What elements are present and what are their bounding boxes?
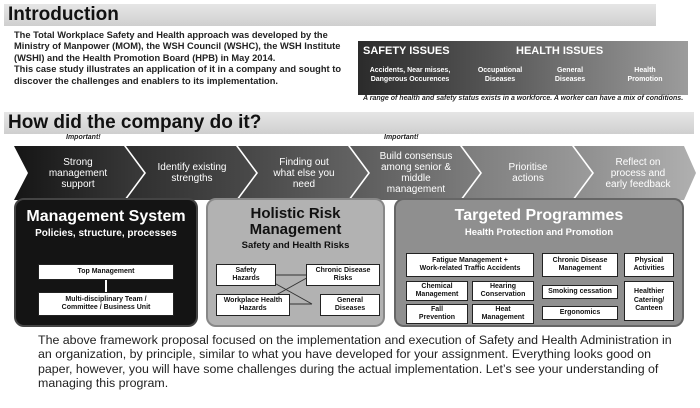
smoking-cessation-box: Smoking cessation: [542, 285, 618, 299]
how-heading: How did the company do it?: [4, 112, 694, 134]
fall-prevention-box: Fall Prevention: [406, 304, 468, 324]
holistic-risk-title: Holistic Risk Management: [249, 205, 342, 238]
chemical-management-box: Chemical Management: [406, 281, 468, 301]
issue-health-promotion: Health Promotion: [627, 67, 663, 83]
heat-management-box: Heat Management: [472, 304, 534, 324]
step-label: Identify existing strengths: [157, 162, 227, 184]
intro-line: Ministry of Manpower (MOM), the WSH Council (WSHC), the WSH Institute: [14, 41, 341, 52]
management-system-subtitle: Policies, structure, processes: [35, 228, 177, 239]
issues-caption: A range of health and safety status exists in a workforce. A worker can have a mix of conditions.: [363, 95, 684, 102]
top-management-box: Top Management: [38, 264, 174, 280]
hearing-conservation-box: Hearing Conservation: [472, 281, 534, 301]
targeted-programmes-panel: [394, 198, 684, 327]
introduction-heading: Introduction: [4, 4, 656, 26]
step-label: Prioritise actions: [508, 162, 548, 184]
safety-issues-heading: SAFETY ISSUES: [363, 45, 450, 57]
holistic-risk-panel: [206, 198, 385, 327]
chronic-disease-risks-box: Chronic Disease Risks: [306, 264, 380, 286]
health-issues-heading: HEALTH ISSUES: [516, 45, 604, 57]
intro-line: This case study illustrates an application of it in a company and sought to: [14, 64, 341, 75]
intro-line: The Total Workplace Safety and Health approach was developed by the: [14, 30, 328, 40]
issue-general-diseases: General Diseases: [554, 67, 586, 83]
workplace-health-hazards-box: Workplace Health Hazards: [216, 294, 290, 316]
step-label: Strong management support: [48, 156, 108, 190]
step-label: Finding out what else you need: [273, 156, 335, 190]
intro-line: (WSHI) and the Health Promotion Board (HPB) in May 2014.: [14, 52, 276, 63]
issue-accidents: Accidents, Near misses, Dangerous Occurences: [369, 67, 451, 83]
multidisciplinary-team-box: Multi-disciplinary Team / Committee / Business Unit: [38, 292, 174, 316]
intro-line: discover the challenges and enablers to its implementation.: [14, 75, 278, 86]
step-label: Build consensus among senior & middle management: [379, 151, 453, 195]
chronic-disease-management-box: Chronic Disease Management: [542, 253, 618, 277]
assignment-paragraph: The above framework proposal focused on the implementation and execution of Safety and Health Administration in an organization, by principle, similar to what you have developed for your assignment. Everything looks good on paper, however, you will have some challenges during the actual implementation. Let’s see your understanding of managing this program.: [38, 333, 672, 391]
targeted-programmes-title: Targeted Programmes: [454, 207, 624, 224]
safety-hazards-box: Safety Hazards: [216, 264, 276, 286]
connector-line: [105, 280, 107, 292]
general-diseases-box: General Diseases: [320, 294, 380, 316]
holistic-risk-subtitle: Safety and Health Risks: [241, 240, 350, 251]
management-system-title: Management System: [26, 208, 186, 225]
important-note: Important!: [66, 134, 101, 141]
ergonomics-box: Ergonomics: [542, 306, 618, 320]
issue-occupational-diseases: Occupational Diseases: [477, 67, 523, 83]
healthier-catering-box: Healthier Catering/ Canteen: [624, 281, 674, 321]
physical-activities-box: Physical Activities: [624, 253, 674, 277]
targeted-programmes-subtitle: Health Protection and Promotion: [464, 227, 614, 238]
important-note: Important!: [384, 134, 419, 141]
fatigue-management-box: Fatigue Management + Work-related Traffic Accidents: [406, 253, 534, 277]
management-system-panel: [14, 198, 198, 327]
step-label: Reflect on process and early feedback: [605, 156, 671, 190]
